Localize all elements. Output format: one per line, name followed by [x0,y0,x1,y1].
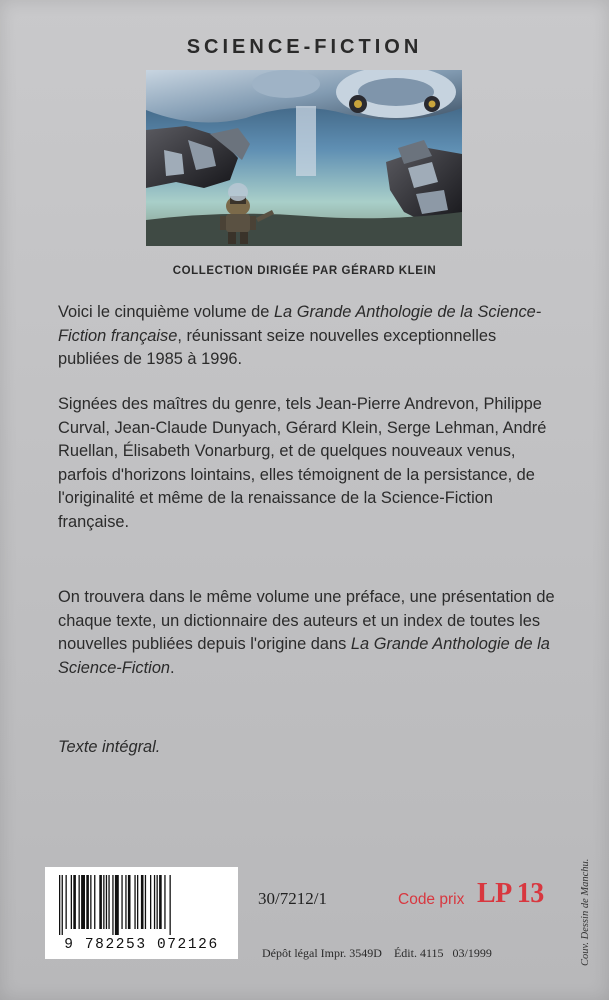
barcode-bar [99,875,102,929]
catalog-number: 30/7212/1 [258,889,327,908]
barcode-bar [159,875,162,929]
barcode-bar [157,875,158,929]
cover-illustration [146,70,462,246]
price-code-label: Code prix [398,891,465,908]
barcode-bar [62,875,63,935]
barcode-bars [57,875,226,935]
barcode-bar [134,875,135,929]
barcode-bar [141,875,144,929]
anthology-series-title: La Grande Anthologie de la Science-Fiction [58,635,550,677]
robot-illustration-image [146,70,462,246]
blurb-p3-part-c: . [170,658,175,677]
barcode-bar [115,875,119,935]
barcode-bar [112,875,113,935]
price-code: LP 13 [477,878,544,909]
barcode-bar [66,875,67,929]
cover-credit: Couv. Dessin de Manchu. [580,858,591,966]
isbn-barcode [45,867,238,959]
barcode-bar [164,875,165,929]
barcode-bar [137,875,138,929]
barcode-bar [170,875,171,935]
blurb-p1-part-c: , réunissant seize nouvelles exceptionnelles publiées de 1985 à 1996. [58,326,497,368]
barcode-bar [94,875,95,929]
barcode-bar [121,875,122,929]
barcode-bar [79,875,80,929]
barcode-bar [73,875,76,929]
barcode-bar [125,875,126,929]
barcode-bar [81,875,85,929]
blurb-p1-part-a: Voici le cinquième volume de [58,303,274,321]
barcode-bar [150,875,151,929]
blurb-paragraph-2: Signées des maîtres du genre, tels Jean-Pierre Andrevon, Philippe Curval, Jean-Claude Dunyach, Gérard Klein, Serge Lehman, André Ruellan, Élisabeth Vonarburg, et de quelques nouveaux venus, parfois d'horizons lointains, elles témoignent de la persistance, de l'originalité et même de la renaissance de la Science-Fiction française. [58,395,547,531]
anthology-title: La Grande Anthologie de la Science-Fiction française [58,303,542,345]
series-title: SCIENCE-FICTION [186,36,423,58]
barcode-bar [59,875,60,935]
barcode-bar [71,875,72,929]
barcode-bar [145,875,146,929]
barcode-number: 9 782253 072126 [64,937,219,953]
barcode-bar [103,875,104,929]
full-text-note: Texte intégral. [58,738,161,756]
blurb-paragraph-3 [58,586,558,680]
blurb-paragraph-1 [58,301,558,372]
barcode-bar [108,875,109,929]
collection-director-line: COLLECTION DIRIGÉE PAR GÉRARD KLEIN [172,265,437,277]
barcode-bar [128,875,131,929]
blurb-p3-part-a: On trouvera dans le même volume une préface, une présentation de chaque texte, un dictionnaire des auteurs et un index de toutes les nouvelles publiées depuis l'origine dans [58,588,555,653]
barcode-bar [86,875,89,929]
barcode-bar [154,875,155,929]
barcode-bar [90,875,91,929]
barcode-bar [106,875,107,929]
legal-deposit-line: Dépôt légal Impr. 3549D Édit. 4115 03/1999 [262,946,492,960]
